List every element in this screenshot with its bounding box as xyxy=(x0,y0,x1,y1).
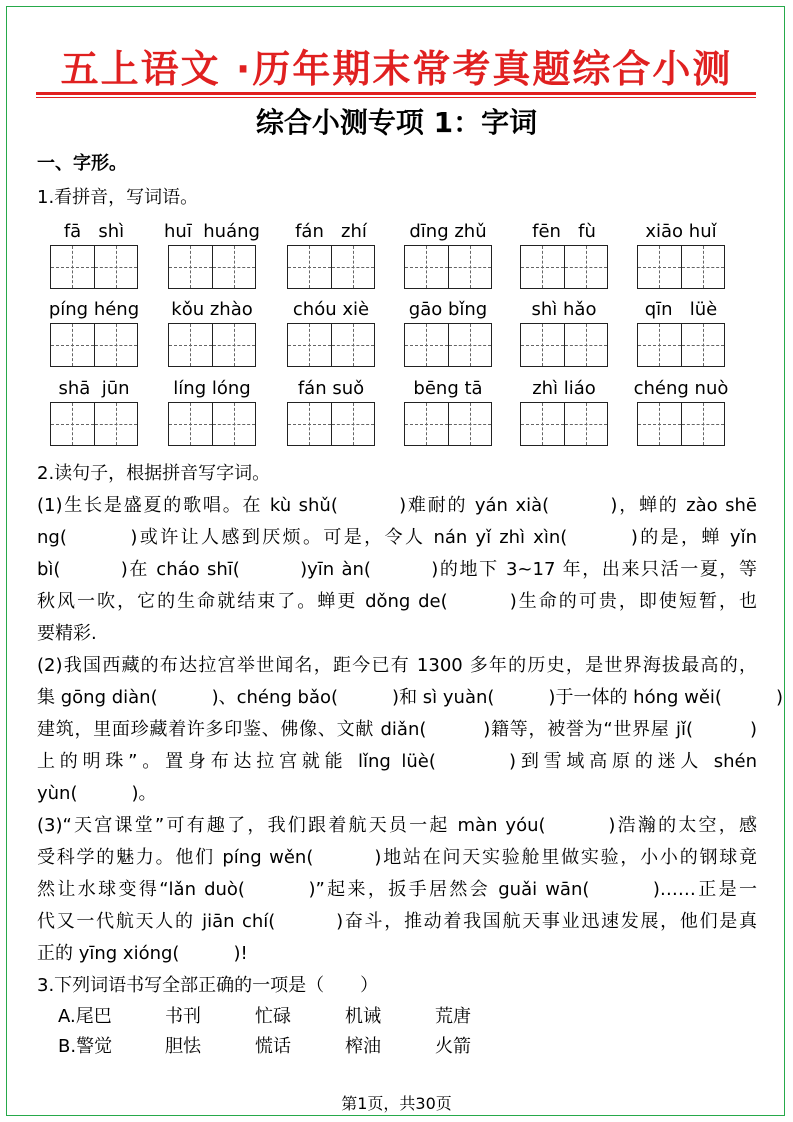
writing-cell[interactable] xyxy=(448,324,492,366)
pinyin-label: kǒu zhào xyxy=(171,299,253,320)
title-underline xyxy=(36,92,756,95)
writing-cell[interactable] xyxy=(94,246,138,288)
writing-box[interactable] xyxy=(637,402,725,446)
writing-box[interactable] xyxy=(404,245,492,289)
writing-cell[interactable] xyxy=(681,324,725,366)
writing-cell[interactable] xyxy=(169,246,212,288)
writing-box[interactable] xyxy=(168,245,256,289)
writing-box[interactable] xyxy=(520,402,608,446)
question-2-line: 集 gōng diàn( )、chéng bǎo( )和 sì yuàn( )于一体的 hóng wěi( ) xyxy=(37,687,783,708)
option-a-word: 荒唐 xyxy=(435,1006,471,1027)
writing-cell[interactable] xyxy=(94,324,138,366)
pinyin-label: bēng tā xyxy=(413,378,483,399)
writing-cell[interactable] xyxy=(51,403,94,445)
writing-cell[interactable] xyxy=(448,403,492,445)
question-2-line: 正的 yīng xióng( )! xyxy=(37,943,248,964)
pinyin-label: qīn lüè xyxy=(644,299,718,320)
writing-cell[interactable] xyxy=(521,403,564,445)
writing-cell[interactable] xyxy=(212,403,256,445)
writing-cell[interactable] xyxy=(288,403,331,445)
pinyin-label: xiāo huǐ xyxy=(645,221,717,242)
pinyin-label: zhì liáo xyxy=(532,378,596,399)
page-footer: 第1页，共30页 xyxy=(341,1094,452,1113)
writing-cell[interactable] xyxy=(564,403,608,445)
writing-box[interactable] xyxy=(168,323,256,367)
writing-box[interactable] xyxy=(404,402,492,446)
writing-cell[interactable] xyxy=(169,324,212,366)
pinyin-label: huī huáng xyxy=(164,221,260,242)
option-a-label: A.尾巴 xyxy=(58,1006,112,1027)
option-a-word: 机诫 xyxy=(345,1006,381,1027)
option-b-word: 榨油 xyxy=(345,1036,381,1057)
writing-cell[interactable] xyxy=(681,246,725,288)
question-2-line: 建筑，里面珍藏着许多印鉴、佛像、文献 diǎn( )籍等，被誉为“世界屋 jǐ( ) xyxy=(37,719,757,740)
writing-box[interactable] xyxy=(520,323,608,367)
writing-box[interactable] xyxy=(637,245,725,289)
writing-box[interactable] xyxy=(50,245,138,289)
writing-box[interactable] xyxy=(50,323,138,367)
pinyin-label: dīng zhǔ xyxy=(409,221,487,242)
writing-box[interactable] xyxy=(287,323,375,367)
question-2-prompt: 2.读句子，根据拼音写字词。 xyxy=(37,463,271,484)
writing-cell[interactable] xyxy=(331,324,375,366)
writing-cell[interactable] xyxy=(638,246,681,288)
pinyin-label: fán zhí xyxy=(295,221,367,242)
writing-cell[interactable] xyxy=(212,324,256,366)
writing-box[interactable] xyxy=(520,245,608,289)
question-2-line: bì( )在 cháo shī( )yīn àn( )的地下 3~17 年，出来只活一夏，等 xyxy=(37,559,757,580)
pinyin-label: líng lóng xyxy=(173,378,251,399)
pinyin-label: shā jūn xyxy=(58,378,130,399)
writing-box[interactable] xyxy=(404,323,492,367)
question-2-line: 代又一代航天人的 jiān chí( )奋斗，推动着我国航天事业迅速发展，他们是真 xyxy=(37,911,757,932)
writing-cell[interactable] xyxy=(51,324,94,366)
writing-cell[interactable] xyxy=(288,246,331,288)
question-2-line: yùn( )。 xyxy=(37,783,157,804)
pinyin-label: shì hǎo xyxy=(531,299,597,320)
question-2-line: 要精彩. xyxy=(37,623,97,644)
question-2-line: (1)生长是盛夏的歌唱。在 kù shǔ( )难耐的 yán xià( )，蝉的 zào shē xyxy=(37,495,757,516)
pinyin-label: fēn fù xyxy=(532,221,596,242)
writing-cell[interactable] xyxy=(212,246,256,288)
writing-cell[interactable] xyxy=(288,324,331,366)
question-3-prompt: 3.下列词语书写全部正确的一项是（ ） xyxy=(37,975,379,996)
pinyin-label: chóu xiè xyxy=(292,299,370,320)
option-a-word: 忙碌 xyxy=(255,1006,291,1027)
writing-cell[interactable] xyxy=(448,246,492,288)
pinyin-label: chéng nuò xyxy=(633,378,729,399)
writing-cell[interactable] xyxy=(51,246,94,288)
writing-cell[interactable] xyxy=(521,246,564,288)
writing-box[interactable] xyxy=(287,245,375,289)
writing-box[interactable] xyxy=(168,402,256,446)
writing-cell[interactable] xyxy=(405,324,448,366)
writing-cell[interactable] xyxy=(405,246,448,288)
question-2-line: 然让水球变得“lǎn duò( )”起来，扳手居然会 guǎi wān( )……正是一 xyxy=(37,879,757,900)
pinyin-label: fán suǒ xyxy=(297,378,365,399)
writing-box[interactable] xyxy=(287,402,375,446)
writing-cell[interactable] xyxy=(564,246,608,288)
option-b-word: 火箭 xyxy=(435,1036,471,1057)
pinyin-label: fā shì xyxy=(63,221,125,242)
option-b-label: B.警觉 xyxy=(58,1036,113,1057)
writing-cell[interactable] xyxy=(638,403,681,445)
writing-cell[interactable] xyxy=(564,324,608,366)
page-subtitle: 综合小测专项 1：字词 xyxy=(255,106,538,139)
writing-cell[interactable] xyxy=(681,403,725,445)
question-2-line: 上的明珠”。置身布达拉宫就能 lǐng lüè( )到雪域高原的迷人 shén xyxy=(37,751,757,772)
pinyin-label: gāo bǐng xyxy=(408,299,488,320)
question-2-line: (2)我国西藏的布达拉宫举世闻名，距今已有 1300 多年的历史，是世界海拔最高的， xyxy=(37,655,757,676)
writing-box[interactable] xyxy=(637,323,725,367)
question-2-line: 秋风一吹，它的生命就结束了。蝉更 dǒng de( )生命的可贵，即使短暂，也 xyxy=(37,591,757,612)
option-b-word: 慌话 xyxy=(255,1036,291,1057)
page-title: 五上语文 ·历年期末常考真题综合小测 xyxy=(60,47,733,91)
option-a-word: 书刊 xyxy=(165,1006,201,1027)
writing-cell[interactable] xyxy=(638,324,681,366)
writing-box[interactable] xyxy=(50,402,138,446)
pinyin-label: píng héng xyxy=(48,299,140,320)
writing-cell[interactable] xyxy=(94,403,138,445)
writing-cell[interactable] xyxy=(169,403,212,445)
writing-cell[interactable] xyxy=(405,403,448,445)
writing-cell[interactable] xyxy=(331,246,375,288)
title-underline-thin xyxy=(36,97,756,98)
question-2-line: ng( )或许让人感到厌烦。可是，令人 nán yǐ zhì xìn( )的是，蝉 yǐn xyxy=(37,527,757,548)
writing-cell[interactable] xyxy=(331,403,375,445)
question-1-prompt: 1.看拼音，写词语。 xyxy=(37,187,199,208)
question-2-line: (3)“天宫课堂”可有趣了，我们跟着航天员一起 màn yóu( )浩瀚的太空，感 xyxy=(37,815,757,836)
question-2-line: 受科学的魅力。他们 píng wěn( )地站在问天实验舱里做实验，小小的钢球竟 xyxy=(37,847,757,868)
writing-cell[interactable] xyxy=(521,324,564,366)
section-heading: 一、字形。 xyxy=(37,153,127,174)
option-b-word: 胆怯 xyxy=(165,1036,201,1057)
